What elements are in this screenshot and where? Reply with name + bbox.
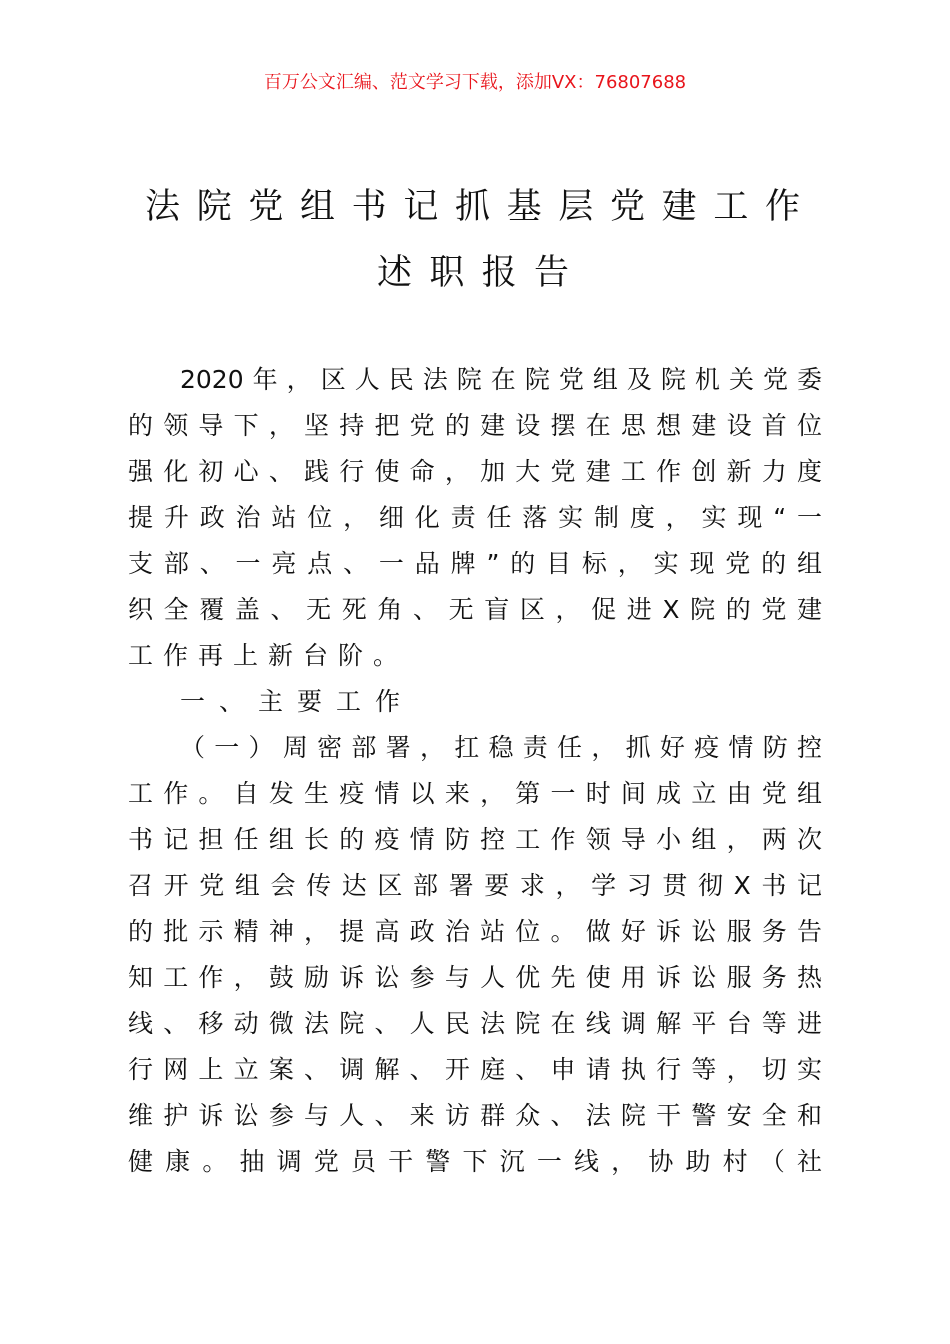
paragraph-line: 的批示精神，提高政治站位。做好诉讼服务告 <box>128 917 822 946</box>
paragraph-line: 织全覆盖、无死角、无盲区，促进X院的党建 <box>128 595 822 624</box>
paragraph-line: （一）周密部署，扛稳责任，抓好疫情防控 <box>180 733 822 762</box>
document-body <box>128 357 822 1185</box>
paragraph-line: 提升政治站位，细化责任落实制度，实现“一 <box>128 503 822 532</box>
paragraph-line: 2020年，区人民法院在院党组及院机关党委 <box>180 365 822 394</box>
paragraph-line: 召开党组会传达区部署要求，学习贯彻X书记 <box>128 871 822 900</box>
paragraph-line: 工作。自发生疫情以来，第一时间成立由党组 <box>128 779 822 808</box>
paragraph-line: 支部、一亮点、一品牌”的目标，实现党的组 <box>128 549 822 578</box>
paragraph-line: 维护诉讼参与人、来访群众、法院干警安全和 <box>128 1101 822 1130</box>
watermark-header: 百万公文汇编、范文学习下载，添加VX：76807688 <box>263 72 687 93</box>
paragraph-line: 线、移动微法院、人民法院在线调解平台等进 <box>128 1009 822 1038</box>
section-heading: 一、主要工作 <box>180 687 415 716</box>
paragraph-line: 健康。抽调党员干警下沉一线，协助村（社 <box>128 1147 822 1176</box>
document-title-line1: 法院党组书记抓基层党建工作 <box>145 187 800 227</box>
paragraph-line: 行网上立案、调解、开庭、申请执行等，切实 <box>128 1055 822 1084</box>
paragraph-line: 强化初心、践行使命，加大党建工作创新力度 <box>128 457 822 486</box>
paragraph-line: 书记担任组长的疫情防控工作领导小组，两次 <box>128 825 822 854</box>
paragraph-line: 知工作，鼓励诉讼参与人优先使用诉讼服务热 <box>128 963 822 992</box>
paragraph-line: 工作再上新台阶。 <box>128 641 409 670</box>
paragraph-line: 的领导下，坚持把党的建设摆在思想建设首位 <box>128 411 822 440</box>
document-title-line2: 述职报告 <box>377 253 569 293</box>
